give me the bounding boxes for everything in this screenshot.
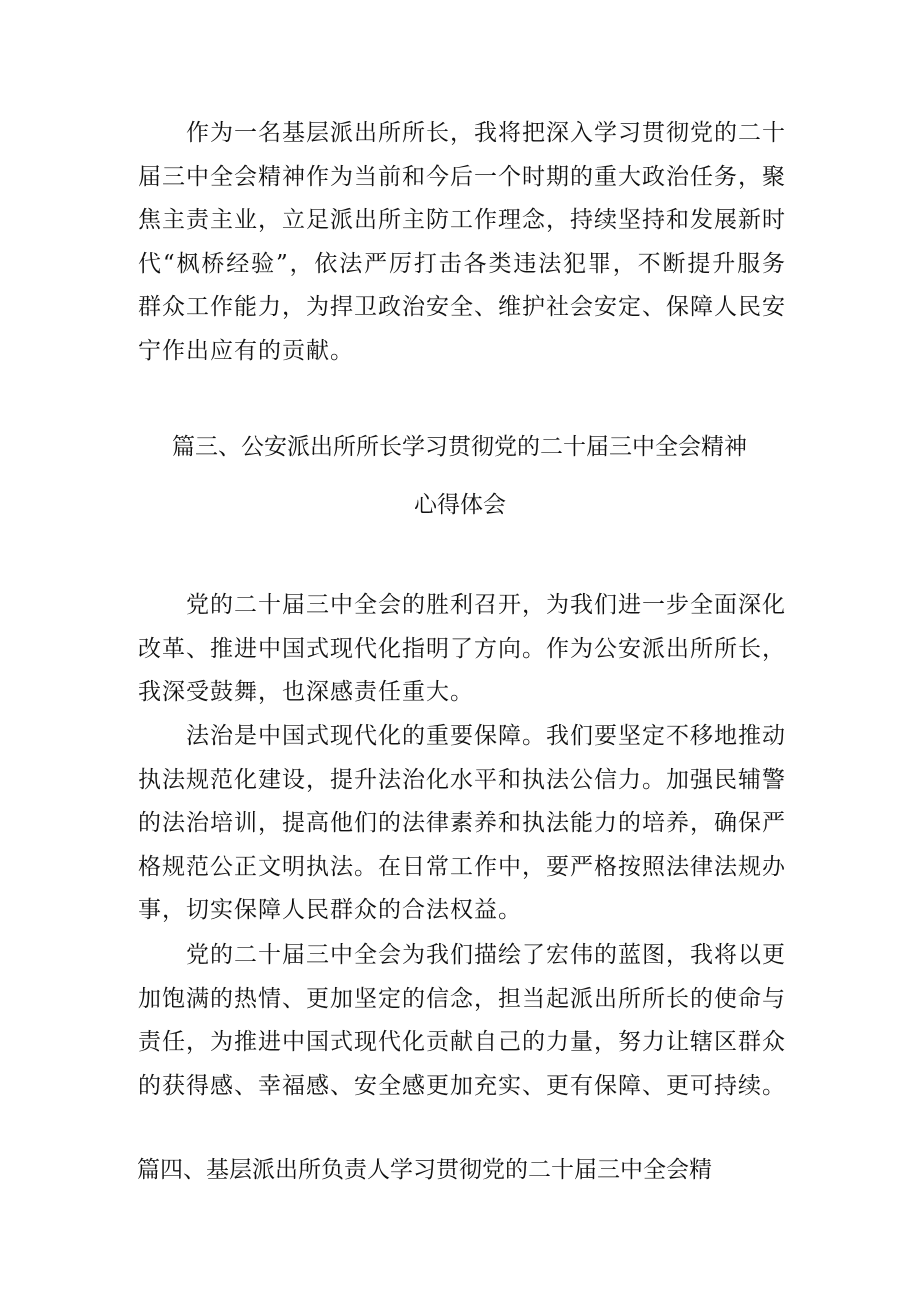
section-4-title-line-1: 篇四、基层派出所负责人学习贯彻党的二十届三中全会精 xyxy=(137,1157,712,1183)
section-3-paragraph-3: 党的二十届三中全会为我们描绘了宏伟的蓝图，我将以更加饱满的热情、更加坚定的信念，担当起派出所所长的使命与责任，为推进中国式现代化贡献自己的力量，努力让辖区群众的获得感、幸福感、安全感更加充实、更有保障、更可持续。 xyxy=(138,942,786,1099)
intro-paragraph: 作为一名基层派出所所长，我将把深入学习贯彻党的二十届三中全会精神作为当前和今后一个时期的重大政治任务，聚焦主责主业，立足派出所主防工作理念，持续坚持和发展新时代“枫桥经验”，依法严厉打击各类违法犯罪，不断提升服务群众工作能力，为捍卫政治安全、维护社会安定、保障人民安宁作出应有的贡献。 xyxy=(138,120,786,364)
section-3-title-line-2: 心得体会 xyxy=(414,492,506,518)
section-3-title-line-1: 篇三、公安派出所所长学习贯彻党的二十届三中全会精神 xyxy=(172,434,747,460)
section-3-paragraph-2: 法治是中国式现代化的重要保障。我们要坚定不移地推动执法规范化建设，提升法治化水平和执法公信力。加强民辅警的法治培训，提高他们的法律素养和执法能力的培养，确保严格规范公正文明执法。在日常工作中，要严格按照法律法规办事，切实保障人民群众的合法权益。 xyxy=(138,723,786,923)
section-3-paragraph-1: 党的二十届三中全会的胜利召开，为我们进一步全面深化改革、推进中国式现代化指明了方向。作为公安派出所所长，我深受鼓舞，也深感责任重大。 xyxy=(138,592,786,705)
